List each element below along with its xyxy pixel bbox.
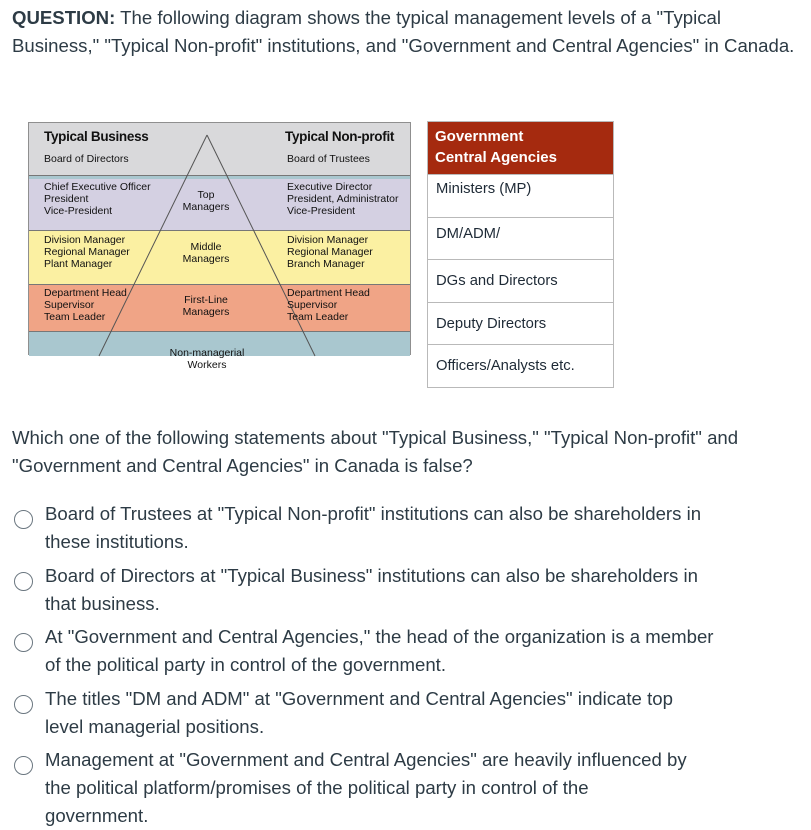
title: Plant Manager [44, 258, 113, 270]
nonprofit-first-line-titles [287, 287, 370, 323]
option-line: Board of Trustees at "Typical Non-profit" institutions can also be shareholders in [45, 503, 702, 524]
option-line: these institutions. [45, 531, 189, 552]
nonprofit-middle-titles [287, 234, 373, 270]
title: Chief Executive Officer [44, 181, 151, 193]
option-text[interactable] [45, 500, 745, 556]
option-line: At "Government and Central Agencies," the head of the organization is a member [45, 626, 714, 647]
word: Managers [182, 253, 230, 265]
government-table-row: Deputy Directors [428, 302, 613, 345]
radio-button[interactable] [14, 633, 33, 652]
title: Regional Manager [44, 246, 130, 258]
word: Top [197, 189, 215, 201]
nonprofit-top-titles [287, 181, 398, 217]
government-table [427, 121, 614, 388]
pyramid-first-line-label [177, 294, 235, 318]
option-line: of the political party in control of the government. [45, 654, 447, 675]
answer-option[interactable] [12, 746, 802, 830]
business-top-titles [44, 181, 151, 217]
title: Team Leader [287, 311, 349, 323]
government-table-row: Ministers (MP) [428, 174, 613, 217]
title: President, Administrator [287, 193, 399, 205]
option-line: the political platform/promises of the political party in control of the [45, 777, 589, 798]
title: Division Manager [44, 234, 126, 246]
option-line: Board of Directors at "Typical Business" institutions can also be shareholders in [45, 565, 698, 586]
title: Vice-President [44, 205, 113, 217]
option-line: Management at "Government and Central Agencies" are heavily influenced by [45, 749, 687, 770]
government-table-header [428, 122, 613, 174]
business-title: Typical Business [44, 129, 149, 144]
radio-button[interactable] [14, 756, 33, 775]
government-table-row: DM/ADM/ [428, 217, 613, 260]
option-line: government. [45, 805, 149, 826]
nonprofit-title: Typical Non-profit [285, 129, 395, 144]
title: Vice-President [287, 205, 356, 217]
question-prompt: Which one of the following statements about "Typical Business," "Typical Non-profit" and "Government and Central Agencies" in Canada is false? [12, 427, 739, 476]
radio-button[interactable] [14, 510, 33, 529]
pyramid-middle-label [177, 241, 235, 265]
government-table-row: DGs and Directors [428, 259, 613, 302]
title: Team Leader [44, 311, 106, 323]
title: Executive Director [287, 181, 373, 193]
option-text[interactable] [45, 623, 745, 679]
government-table-row: Officers/Analysts etc. [428, 344, 613, 387]
header-line: Government [435, 128, 524, 145]
option-text[interactable] [45, 562, 745, 618]
answer-option[interactable] [12, 562, 802, 618]
answer-option[interactable] [12, 500, 802, 556]
word: Managers [182, 201, 230, 213]
management-levels-diagram [28, 122, 411, 371]
question-body: The following diagram shows the typical management levels of a "Typical Business," "Typical Non-profit" institutions, and "Government and Central Agencies" in Canada. [12, 7, 795, 56]
word: Middle [190, 241, 222, 253]
radio-button[interactable] [14, 572, 33, 591]
pyramid-workers-label [167, 347, 247, 371]
title: Division Manager [287, 234, 369, 246]
header-line: Central Agencies [435, 149, 557, 166]
option-text[interactable] [45, 746, 745, 830]
answer-option[interactable] [12, 623, 802, 679]
word: Workers [187, 359, 227, 371]
business-board: Board of Directors [44, 153, 129, 165]
business-middle-titles [44, 234, 130, 270]
title: Branch Manager [287, 258, 365, 270]
option-line: The titles "DM and ADM" at "Government and Central Agencies" indicate top [45, 688, 673, 709]
title: Department Head [44, 287, 127, 299]
question-label: QUESTION: [12, 7, 116, 28]
title: Regional Manager [287, 246, 373, 258]
title: Supervisor [44, 299, 95, 311]
business-first-line-titles [44, 287, 127, 323]
option-line: level managerial positions. [45, 716, 265, 737]
option-text[interactable] [45, 685, 745, 741]
word: First-Line [184, 294, 228, 306]
question-text [12, 4, 802, 60]
nonprofit-board: Board of Trustees [287, 153, 370, 165]
title: President [44, 193, 89, 205]
pyramid-top-label [177, 189, 235, 213]
option-line: that business. [45, 593, 160, 614]
radio-button[interactable] [14, 695, 33, 714]
title: Supervisor [287, 299, 338, 311]
answer-option[interactable] [12, 685, 802, 741]
word: Non-managerial [169, 347, 245, 359]
word: Managers [182, 306, 230, 318]
title: Department Head [287, 287, 370, 299]
